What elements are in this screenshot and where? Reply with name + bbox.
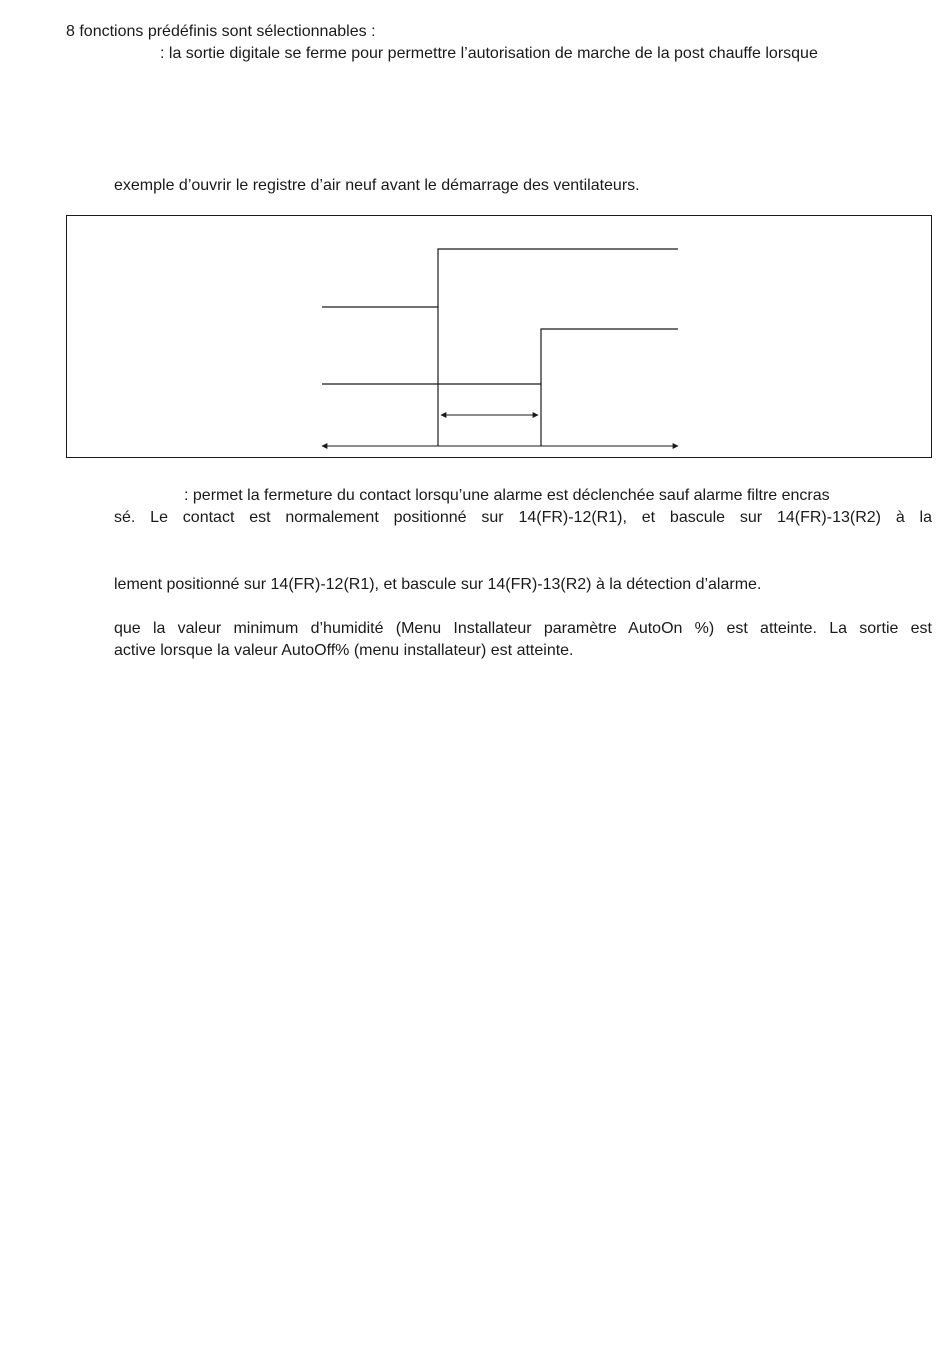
- signal-2-trace: [322, 329, 678, 384]
- alarm2-text: lement positionné sur 14(FR)-12(R1), et bascule sur 14(FR)-13(R2) à la détection d’alarme.: [114, 576, 762, 593]
- post-heat-text: : la sortie digitale se ferme pour permettre l’autorisation de marche de la post chauffe lorsque: [160, 45, 818, 62]
- intro-text: 8 fonctions prédéfinis sont sélectionnables :: [66, 23, 376, 40]
- alarm-text-1: : permet la fermeture du contact lorsqu’une alarme est déclenchée sauf alarme filtre encras: [184, 487, 830, 504]
- humidity-text-2: active lorsque la valeur AutoOff% (menu installateur) est atteinte.: [114, 642, 574, 659]
- signal-1-trace: [322, 249, 678, 307]
- alarm-text-2: sé. Le contact est normalement positionné sur 14(FR)-12(R1), et bascule sur 14(FR)-13(R2) à la: [114, 509, 932, 526]
- humidity-text-1: que la valeur minimum d’humidité (Menu Installateur paramètre AutoOn %) est atteinte. La sortie est: [114, 620, 932, 637]
- timing-diagram: [66, 215, 932, 458]
- damper-text: exemple d’ouvrir le registre d’air neuf avant le démarrage des ventilateurs.: [114, 177, 640, 194]
- timing-diagram-svg: [67, 216, 933, 459]
